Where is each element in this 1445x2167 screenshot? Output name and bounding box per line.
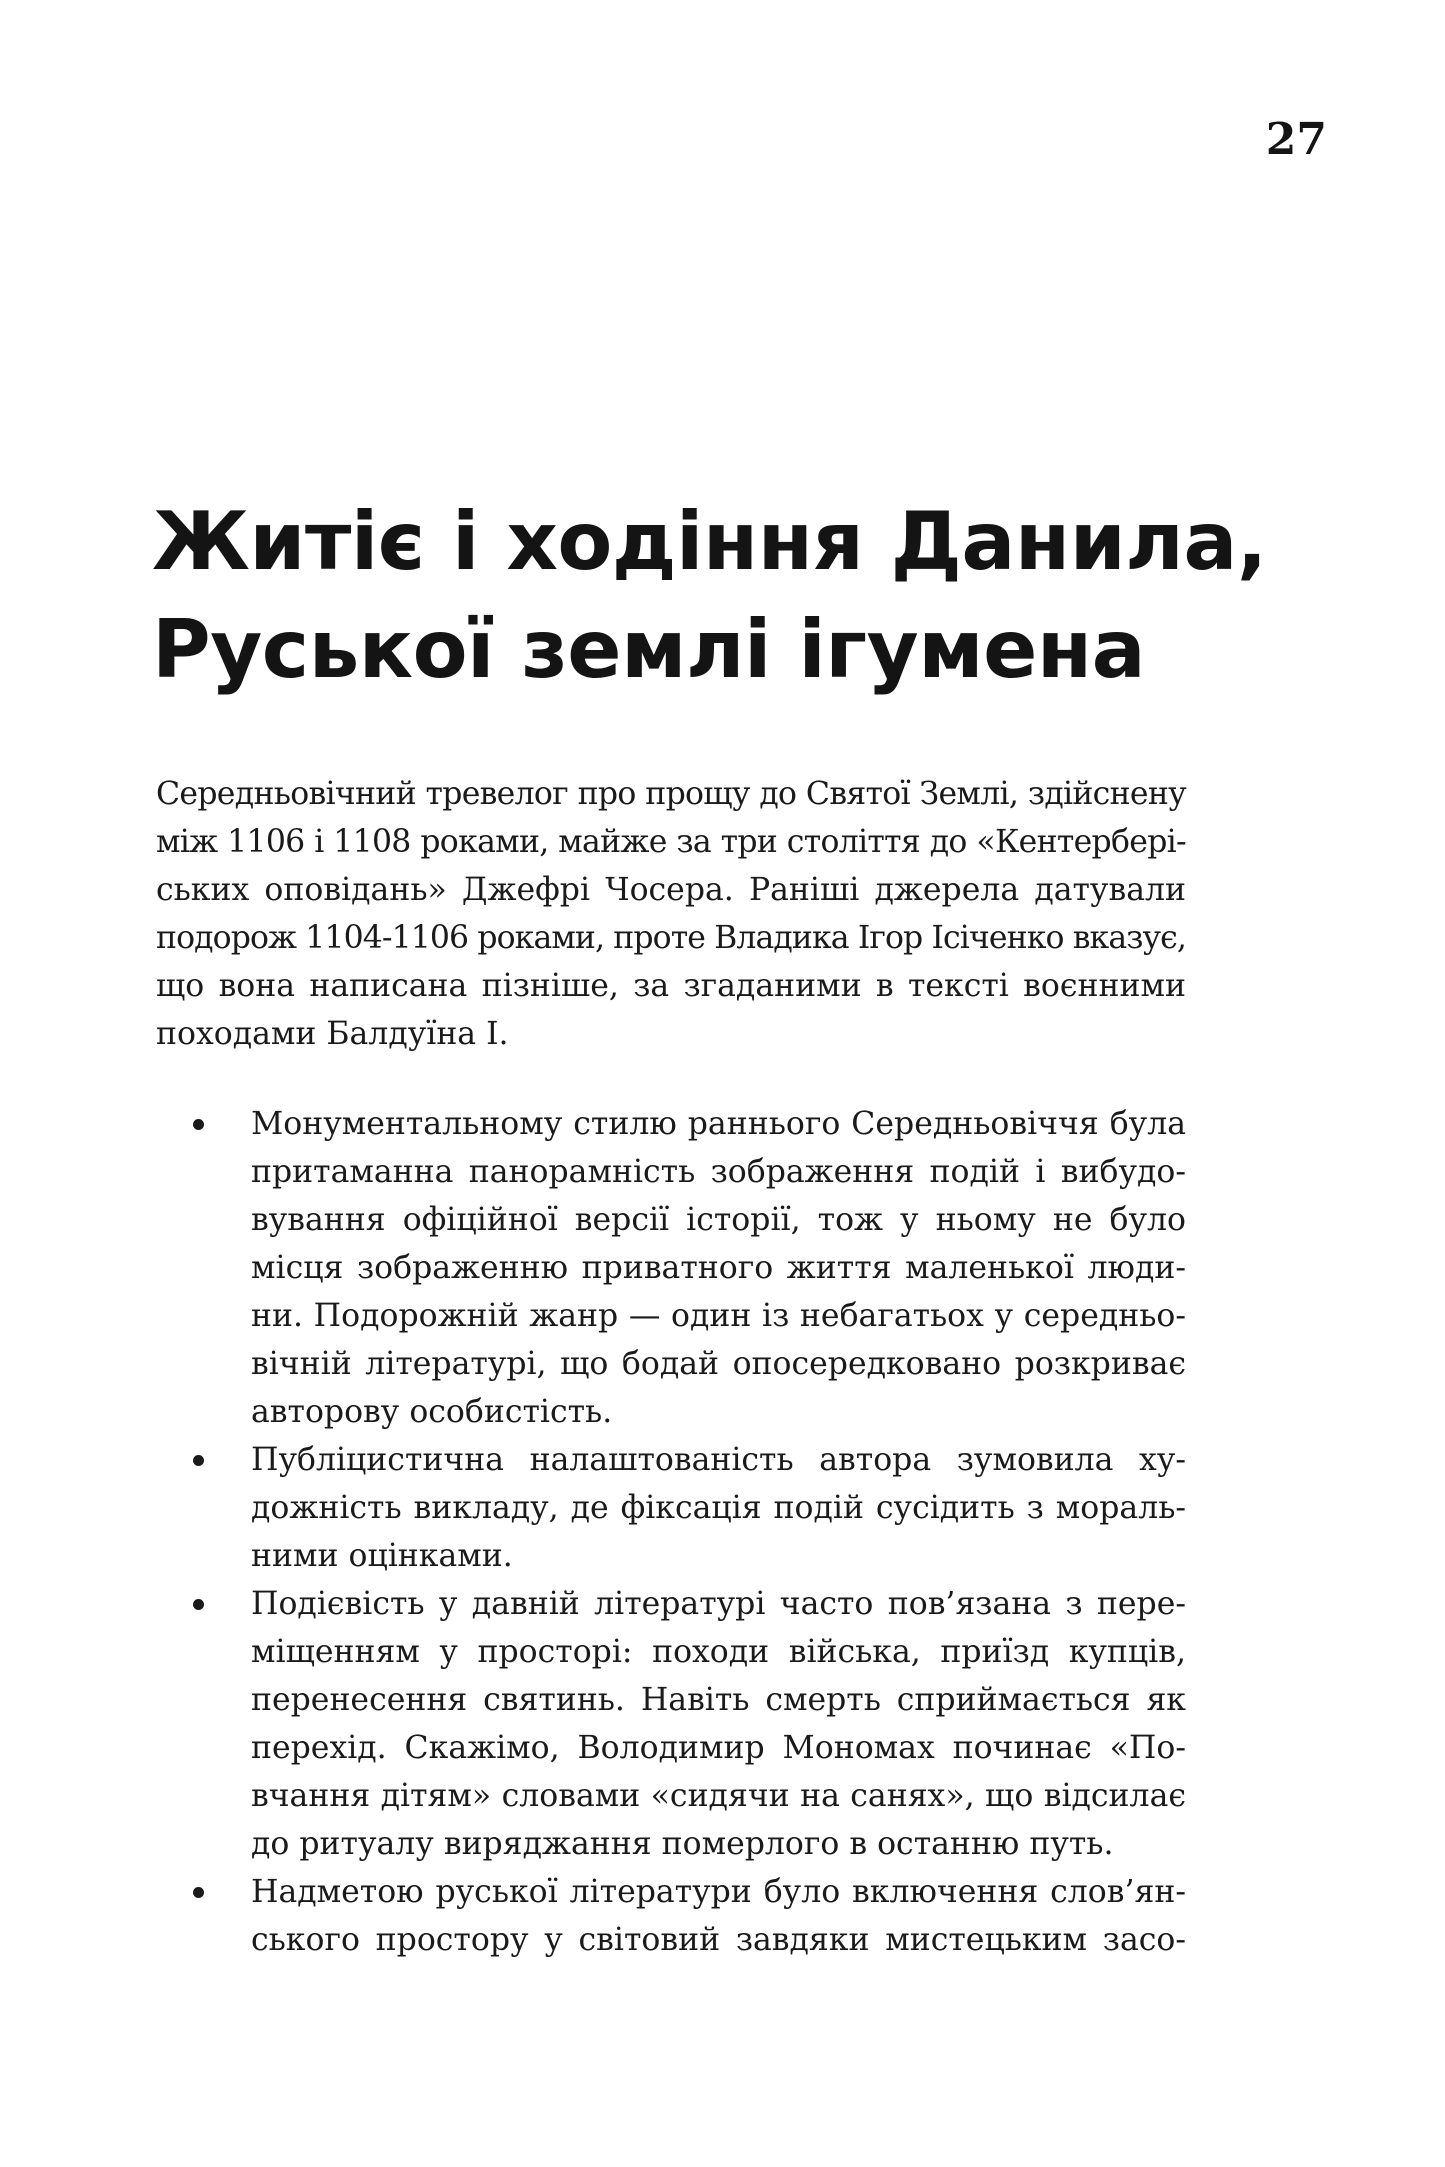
bullet-dot-icon	[193, 1887, 204, 1898]
bullet-dot-icon	[193, 1119, 204, 1130]
intro-line: Середньовічний тревелог про прощу до Святої Землі, здійснену	[156, 776, 1186, 812]
bullet-line: ського простору у світовий завдяки мистецьким засо-	[251, 1922, 1186, 1958]
bullet-line: перехід. Скажімо, Володимир Мономах починає «По-	[251, 1730, 1186, 1766]
bullet-line: Подієвість у давній літературі часто пов’язана з пере-	[251, 1586, 1186, 1622]
chapter-title-line: Житіє і ходіння Данила,	[152, 495, 1267, 588]
bullet-line: місця зображенню приватного життя маленької люди-	[251, 1250, 1186, 1286]
bullet-line: авторову особистість.	[251, 1394, 613, 1430]
bullet-list	[156, 1100, 1186, 1964]
page-number: 27	[1265, 114, 1327, 165]
bullet-line: Монументальному стилю раннього Середньовіччя була	[251, 1106, 1186, 1142]
bullet-line: ними оцінками.	[251, 1538, 513, 1574]
bullet-line: перенесення святинь. Навіть смерть сприймається як	[251, 1682, 1186, 1718]
bullet-line: до ритуалу виряджання померлого в останню путь.	[251, 1826, 1114, 1862]
bullet-line: Надметою руської літератури було включення слов’ян-	[251, 1874, 1186, 1910]
bullet-item	[156, 1100, 1186, 1436]
bullet-item	[156, 1868, 1186, 1964]
chapter-title-line: Руської землі ігумена	[152, 603, 1146, 696]
intro-paragraph	[156, 770, 1186, 1058]
bullet-line: вічній літературі, що бодай опосередковано розкриває	[251, 1346, 1186, 1382]
chapter-title	[152, 488, 1302, 704]
bullet-item	[156, 1436, 1186, 1580]
bullet-line: дожність викладу, де фіксація подій сусідить з мораль-	[251, 1490, 1186, 1526]
intro-line: ських оповідань» Джефрі Чосера. Раніші джерела датували	[156, 872, 1186, 908]
bullet-dot-icon	[193, 1599, 204, 1610]
bullet-line: Публіцистична налаштованість автора зумовила ху-	[251, 1442, 1186, 1478]
bullet-line: вування офіційної версії історії, тож у ньому не було	[251, 1202, 1186, 1238]
bullet-line: вчання дітям» словами «сидячи на санях», що відсилає	[251, 1778, 1186, 1814]
intro-line: походами Балдуїна І.	[156, 1016, 509, 1052]
bullet-line: ни. Подорожній жанр — один із небагатьох у середньо-	[251, 1298, 1186, 1334]
intro-line: між 1106 і 1108 роками, майже за три століття до «Кентербері-	[156, 824, 1186, 860]
intro-line: подорож 1104-1106 роками, проте Владика Ігор Ісіченко вказує,	[156, 920, 1186, 956]
bullet-dot-icon	[193, 1455, 204, 1466]
bullet-item	[156, 1580, 1186, 1868]
intro-line: що вона написана пізніше, за згаданими в тексті воєнними	[156, 968, 1186, 1004]
bullet-line: притаманна панорамність зображення подій і вибудо-	[251, 1154, 1186, 1190]
bullet-line: міщенням у просторі: походи війська, приїзд купців,	[251, 1634, 1186, 1670]
